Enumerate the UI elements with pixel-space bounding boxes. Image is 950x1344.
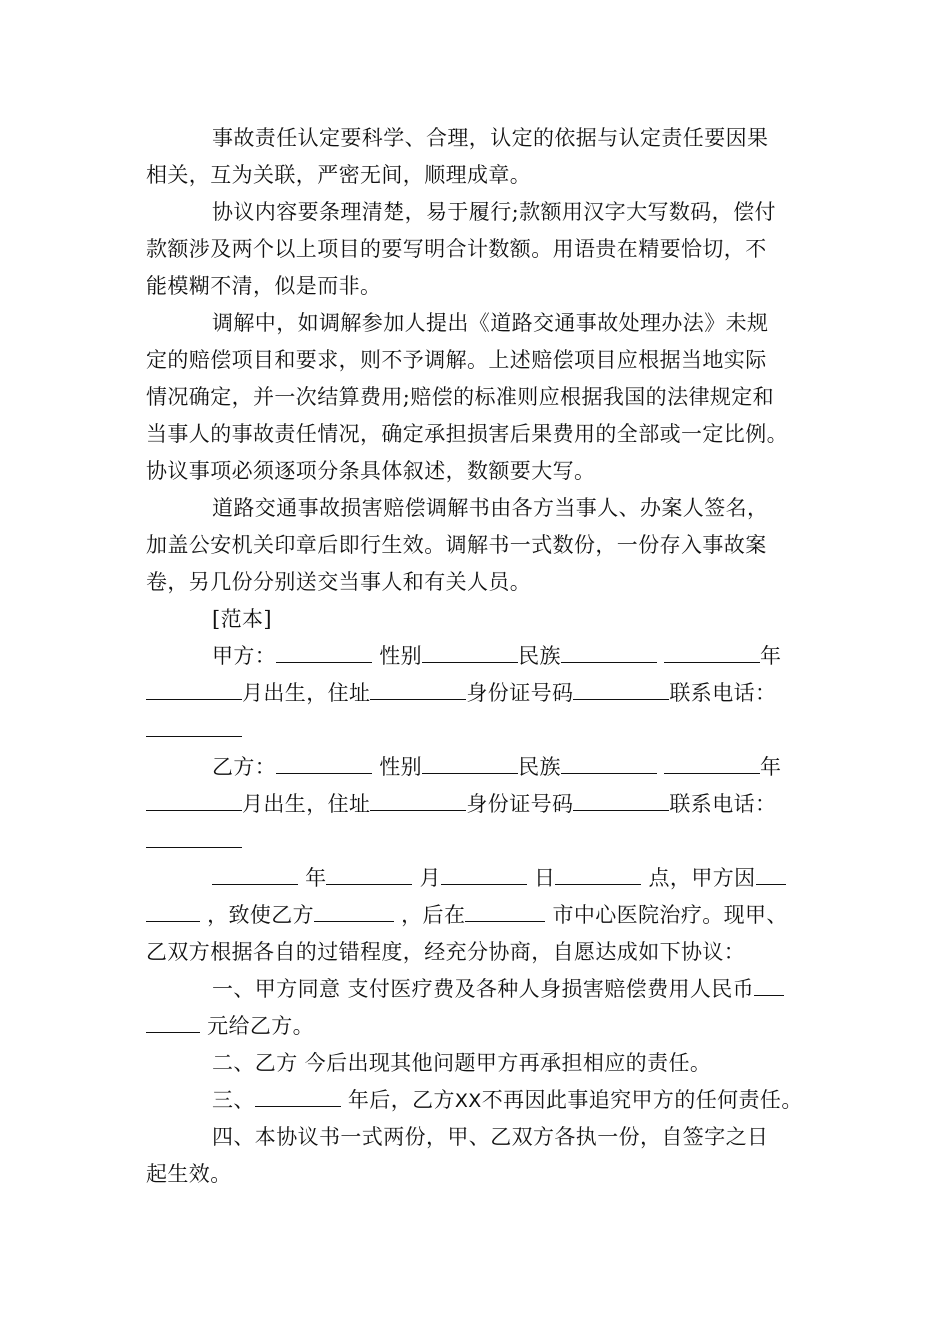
clause-3-years-blank	[255, 1088, 341, 1107]
incident-city-blank	[465, 903, 545, 922]
clause-4-line-2: 起生效。	[146, 1162, 232, 1186]
incident-reason-blank-end	[146, 903, 200, 922]
clause-1-text: 一、甲方同意 支付医疗费及各种人身损害赔偿费用人民币	[212, 977, 755, 1001]
party-b-ethnicity-label: 民族	[518, 755, 561, 779]
incident-line-1	[212, 863, 786, 893]
paragraph-1-line-2: 相关，互为关联，严密无间，顺理成章。	[146, 163, 532, 187]
party-b-id-blank	[573, 792, 669, 811]
party-a-phone-label: 联系电话：	[669, 681, 777, 705]
party-a-line-3	[146, 715, 242, 745]
party-b-line-1	[212, 752, 781, 782]
incident-line-3: 乙双方根据各自的过错程度，经充分协商，自愿达成如下协议：	[146, 940, 746, 964]
party-b-month-blank	[146, 792, 242, 811]
paragraph-3-line-1: 调解中，如调解参加人提出《道路交通事故处理办法》未规	[212, 311, 769, 335]
party-b-phone-label: 联系电话：	[669, 792, 777, 816]
paragraph-2-line-2: 款额涉及两个以上项目的要写明合计数额。用语贵在精要恰切，不	[146, 237, 767, 261]
incident-reason-blank-start	[756, 866, 786, 885]
party-b-gender-blank	[422, 755, 518, 774]
incident-later-label: ，后在	[401, 903, 466, 927]
party-b-line-3	[146, 826, 242, 856]
party-a-phone-blank	[146, 718, 242, 737]
party-a-name-blank	[276, 644, 372, 663]
clause-1-tail: 元给乙方。	[207, 1014, 315, 1038]
party-b-name-blank	[276, 755, 372, 774]
incident-caused-label: ，致使乙方	[207, 903, 315, 927]
incident-month-label: 月	[419, 866, 441, 890]
party-a-birth-address-label: 月出生，住址	[242, 681, 371, 705]
party-a-year-label: 年	[759, 644, 782, 668]
party-a-id-blank	[573, 681, 669, 700]
template-label: [范本]	[212, 607, 272, 631]
paragraph-3-line-5: 协议事项必须逐项分条具体叙述，数额要大写。	[146, 459, 596, 483]
party-a-line-2	[146, 678, 776, 708]
party-a-ethnicity-blank	[561, 644, 657, 663]
party-a-year-blank	[664, 644, 760, 663]
party-b-year-blank	[664, 755, 760, 774]
incident-year-blank	[212, 866, 298, 885]
party-b-birth-address-label: 月出生，住址	[242, 792, 371, 816]
paragraph-4-line-2: 加盖公安机关印章后即行生效。调解书一式数份，一份存入事故案	[146, 533, 767, 557]
party-a-id-label: 身份证号码	[466, 681, 574, 705]
clause-1-line-2	[146, 1011, 314, 1041]
party-a-address-blank	[370, 681, 466, 700]
paragraph-2-line-3: 能模糊不清，似是而非。	[146, 274, 382, 298]
clause-1-amount-blank-end	[146, 1014, 200, 1033]
party-b-phone-blank	[146, 829, 242, 848]
party-a-gender-label: 性别	[379, 644, 423, 668]
paragraph-4-line-3: 卷，另几份分别送交当事人和有关人员。	[146, 570, 532, 594]
clause-2: 二、乙方 今后出现其他问题甲方再承担相应的责任。	[212, 1051, 712, 1075]
incident-year-label: 年	[305, 866, 327, 890]
clause-3-prefix: 三、	[212, 1088, 255, 1112]
party-a-label: 甲方：	[212, 644, 277, 668]
paragraph-3-line-4: 当事人的事故责任情况，确定承担损害后果费用的全部或一定比例。	[146, 422, 788, 446]
paragraph-1-line-1: 事故责任认定要科学、合理，认定的依据与认定责任要因果	[212, 126, 769, 150]
incident-hour-label: 点，甲方因	[648, 866, 756, 890]
party-a-line-1	[212, 641, 781, 671]
incident-hospital-label: 市中心医院治疗。现甲、	[552, 903, 788, 927]
clause-3-xx: XX	[454, 1090, 482, 1112]
party-b-label: 乙方：	[212, 755, 277, 779]
party-a-ethnicity-label: 民族	[518, 644, 561, 668]
paragraph-2-line-1: 协议内容要条理清楚，易于履行;款额用汉字大写数码，偿付	[212, 200, 776, 224]
party-b-year-label: 年	[759, 755, 782, 779]
clause-1-line-1	[212, 974, 784, 1004]
incident-line-2	[146, 900, 788, 930]
incident-day-blank	[441, 866, 527, 885]
party-b-gender-label: 性别	[379, 755, 423, 779]
incident-month-blank	[326, 866, 412, 885]
incident-injury-blank	[314, 903, 394, 922]
clause-4-line-1: 四、本协议书一式两份，甲、乙双方各执一份，自签字之日	[212, 1125, 769, 1149]
party-b-line-2	[146, 789, 776, 819]
clause-3-rest: 不再因此事追究甲方的任何责任。	[481, 1088, 803, 1112]
paragraph-3-line-3: 情况确定，并一次结算费用;赔偿的标准则应根据我国的法律规定和	[146, 385, 775, 409]
party-a-gender-blank	[422, 644, 518, 663]
clause-3	[212, 1085, 803, 1116]
paragraph-4-line-1: 道路交通事故损害赔偿调解书由各方当事人、办案人签名，	[212, 496, 769, 520]
incident-day-label: 日	[534, 866, 556, 890]
clause-3-suffix: 年后，乙方	[347, 1088, 455, 1112]
paragraph-3-line-2: 定的赔偿项目和要求，则不予调解。上述赔偿项目应根据当地实际	[146, 348, 767, 372]
party-b-address-blank	[370, 792, 466, 811]
party-b-ethnicity-blank	[561, 755, 657, 774]
party-a-month-blank	[146, 681, 242, 700]
clause-1-amount-blank-start	[754, 977, 784, 996]
party-b-id-label: 身份证号码	[466, 792, 574, 816]
incident-hour-blank	[555, 866, 641, 885]
